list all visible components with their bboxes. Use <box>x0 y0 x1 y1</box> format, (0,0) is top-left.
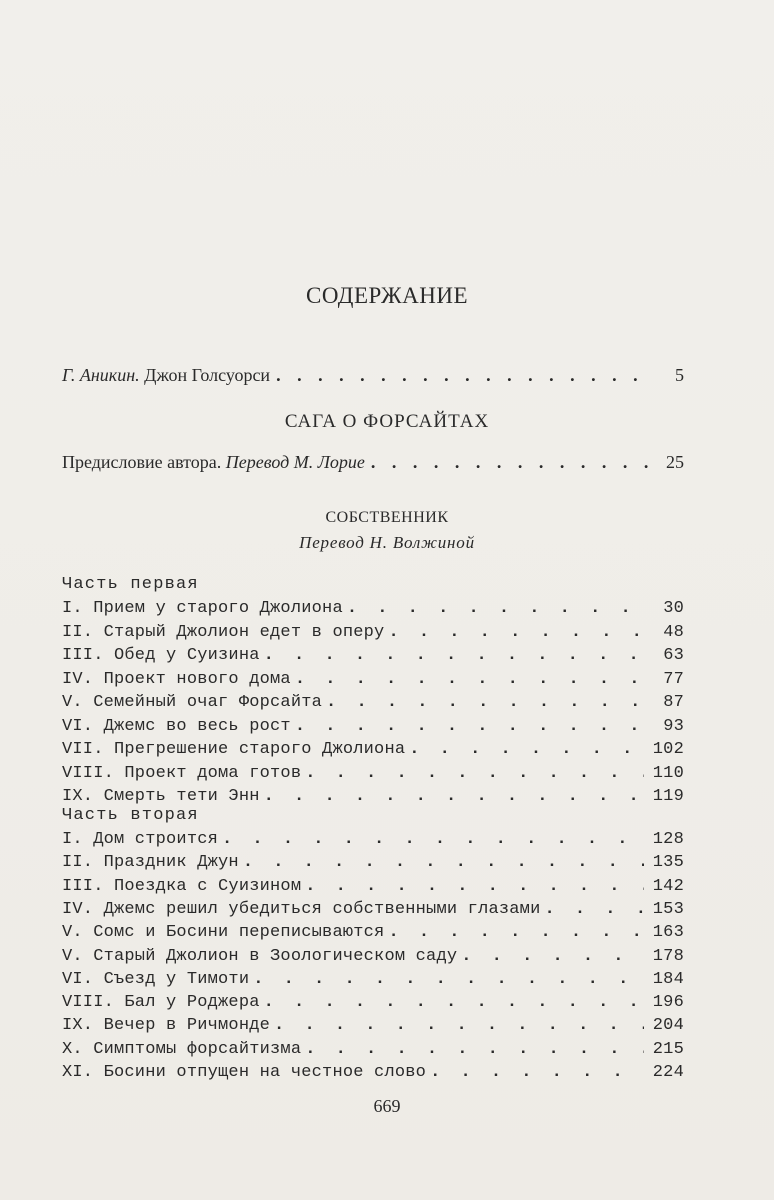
chapter-page-number: 30 <box>663 599 684 618</box>
chapter-title: VI. Джемс во весь рост <box>62 716 291 736</box>
dot-leader <box>305 877 644 896</box>
chapter-title: IV. Джемс решил убедиться собственными глазами <box>62 899 541 919</box>
book-translator: Перевод Н. Волжиной <box>299 533 475 552</box>
dot-leader <box>295 717 644 736</box>
chapter-page-number: 87 <box>663 693 684 712</box>
chapter-page-number: 215 <box>652 1039 684 1059</box>
chapter-title: III. Поездка с Суизином <box>62 876 302 896</box>
toc-chapter-entry <box>62 717 684 739</box>
part-two-heading: Часть вторая <box>62 806 199 825</box>
toc-chapter-entry <box>62 853 684 875</box>
toc-chapter-entry <box>62 947 684 969</box>
toc-chapter-entry <box>62 830 684 852</box>
toc-chapter-entry <box>62 740 684 762</box>
dot-leader <box>264 993 644 1012</box>
chapter-page-number: 119 <box>652 787 684 806</box>
preface-title: Предисловие автора. <box>62 452 222 472</box>
chapter-page-number: 77 <box>663 669 684 689</box>
toc-entry-text <box>62 365 270 386</box>
chapter-title: V. Старый Джолион в Зоологическом саду <box>62 946 458 966</box>
toc-page-number: 25 <box>666 452 684 472</box>
toc-chapter-entry <box>62 900 684 922</box>
chapter-title: V. Сомс и Босини переписываются <box>62 923 385 943</box>
chapter-title: XI. Босини отпущен на честное слово <box>62 1063 427 1082</box>
dot-leader <box>388 923 644 942</box>
chapter-page-number: 204 <box>652 1016 684 1036</box>
dot-leader <box>326 693 644 712</box>
dot-leader <box>253 970 644 989</box>
toc-chapter-entry <box>62 623 684 645</box>
dot-leader <box>243 853 644 872</box>
toc-chapter-entry <box>62 693 684 715</box>
book-heading: СОБСТВЕННИК <box>325 509 449 526</box>
dot-leader <box>274 1016 644 1035</box>
part-one-heading: Часть первая <box>62 575 199 594</box>
chapter-title: II. Старый Джолион едет в оперу <box>62 622 385 642</box>
chapter-page-number: 163 <box>652 923 684 943</box>
dot-leader <box>461 947 644 966</box>
dot-leader <box>347 599 644 618</box>
dot-leader <box>388 623 644 642</box>
chapter-title: III. Обед у Суизина <box>62 646 260 665</box>
toc-chapter-entry <box>62 764 684 786</box>
dot-leader <box>430 1063 644 1082</box>
toc-entry-intro <box>62 365 684 387</box>
page-title: СОДЕРЖАНИЕ <box>305 283 468 308</box>
chapter-title: IV. Проект нового дома <box>62 669 291 689</box>
toc-chapter-entry <box>62 1016 684 1038</box>
preface-translator: Перевод М. Лорие <box>225 452 365 472</box>
toc-chapter-entry <box>62 993 684 1015</box>
chapter-title: VII. Прегрешение старого Джолиона <box>62 740 406 759</box>
dot-leader <box>305 764 644 783</box>
dot-leader <box>222 830 644 849</box>
chapter-page-number: 63 <box>663 646 684 665</box>
chapter-title: VIII. Проект дома готов <box>62 763 302 783</box>
dot-leader <box>276 365 648 386</box>
dot-leader <box>264 787 644 806</box>
chapter-page-number: 135 <box>652 853 684 873</box>
toc-entry-text <box>62 452 365 473</box>
dot-leader <box>295 670 644 689</box>
intro-author: Г. Аникин. <box>62 365 140 385</box>
toc-chapter-entry <box>62 670 684 692</box>
chapter-page-number: 224 <box>652 1063 684 1082</box>
intro-title: Джон Голсуорси <box>144 365 271 385</box>
toc-chapter-entry <box>62 1063 684 1085</box>
toc-chapter-entry <box>62 877 684 899</box>
chapter-page-number: 196 <box>652 993 684 1013</box>
toc-chapter-entry <box>62 923 684 945</box>
dot-leader <box>305 1040 644 1059</box>
toc-entry-preface <box>62 452 684 474</box>
dot-leader <box>409 740 644 759</box>
toc-page-number: 5 <box>675 365 684 385</box>
chapter-title: IX. Вечер в Ричмонде <box>62 1016 271 1036</box>
chapter-title: IX. Смерть тети Энн <box>62 787 260 806</box>
dot-leader <box>371 452 648 473</box>
chapter-page-number: 142 <box>652 876 684 896</box>
toc-chapter-entry <box>62 646 684 668</box>
toc-chapter-entry <box>62 1040 684 1062</box>
section-heading-saga: САГА О ФОРСАЙТАХ <box>284 411 490 432</box>
chapter-page-number: 178 <box>652 946 684 966</box>
chapter-title: VI. Съезд у Тимоти <box>62 969 250 989</box>
dot-leader <box>544 900 644 919</box>
chapter-page-number: 93 <box>663 716 684 736</box>
chapter-title: I. Дом строится <box>62 830 219 849</box>
page-number: 669 <box>373 1096 401 1116</box>
chapter-page-number: 153 <box>652 899 684 919</box>
chapter-page-number: 48 <box>663 622 684 642</box>
chapter-title: VIII. Бал у Роджера <box>62 993 260 1013</box>
chapter-title: I. Прием у старого Джолиона <box>62 599 343 618</box>
chapter-title: V. Семейный очаг Форсайта <box>62 693 323 712</box>
chapter-page-number: 102 <box>652 740 684 759</box>
chapter-page-number: 128 <box>652 830 684 849</box>
chapter-page-number: 184 <box>652 969 684 989</box>
toc-chapter-entry <box>62 970 684 992</box>
chapter-title: X. Симптомы форсайтизма <box>62 1039 302 1059</box>
dot-leader <box>264 646 644 665</box>
toc-chapter-entry <box>62 599 684 621</box>
chapter-page-number: 110 <box>652 763 684 783</box>
chapter-title: II. Праздник Джун <box>62 853 239 873</box>
